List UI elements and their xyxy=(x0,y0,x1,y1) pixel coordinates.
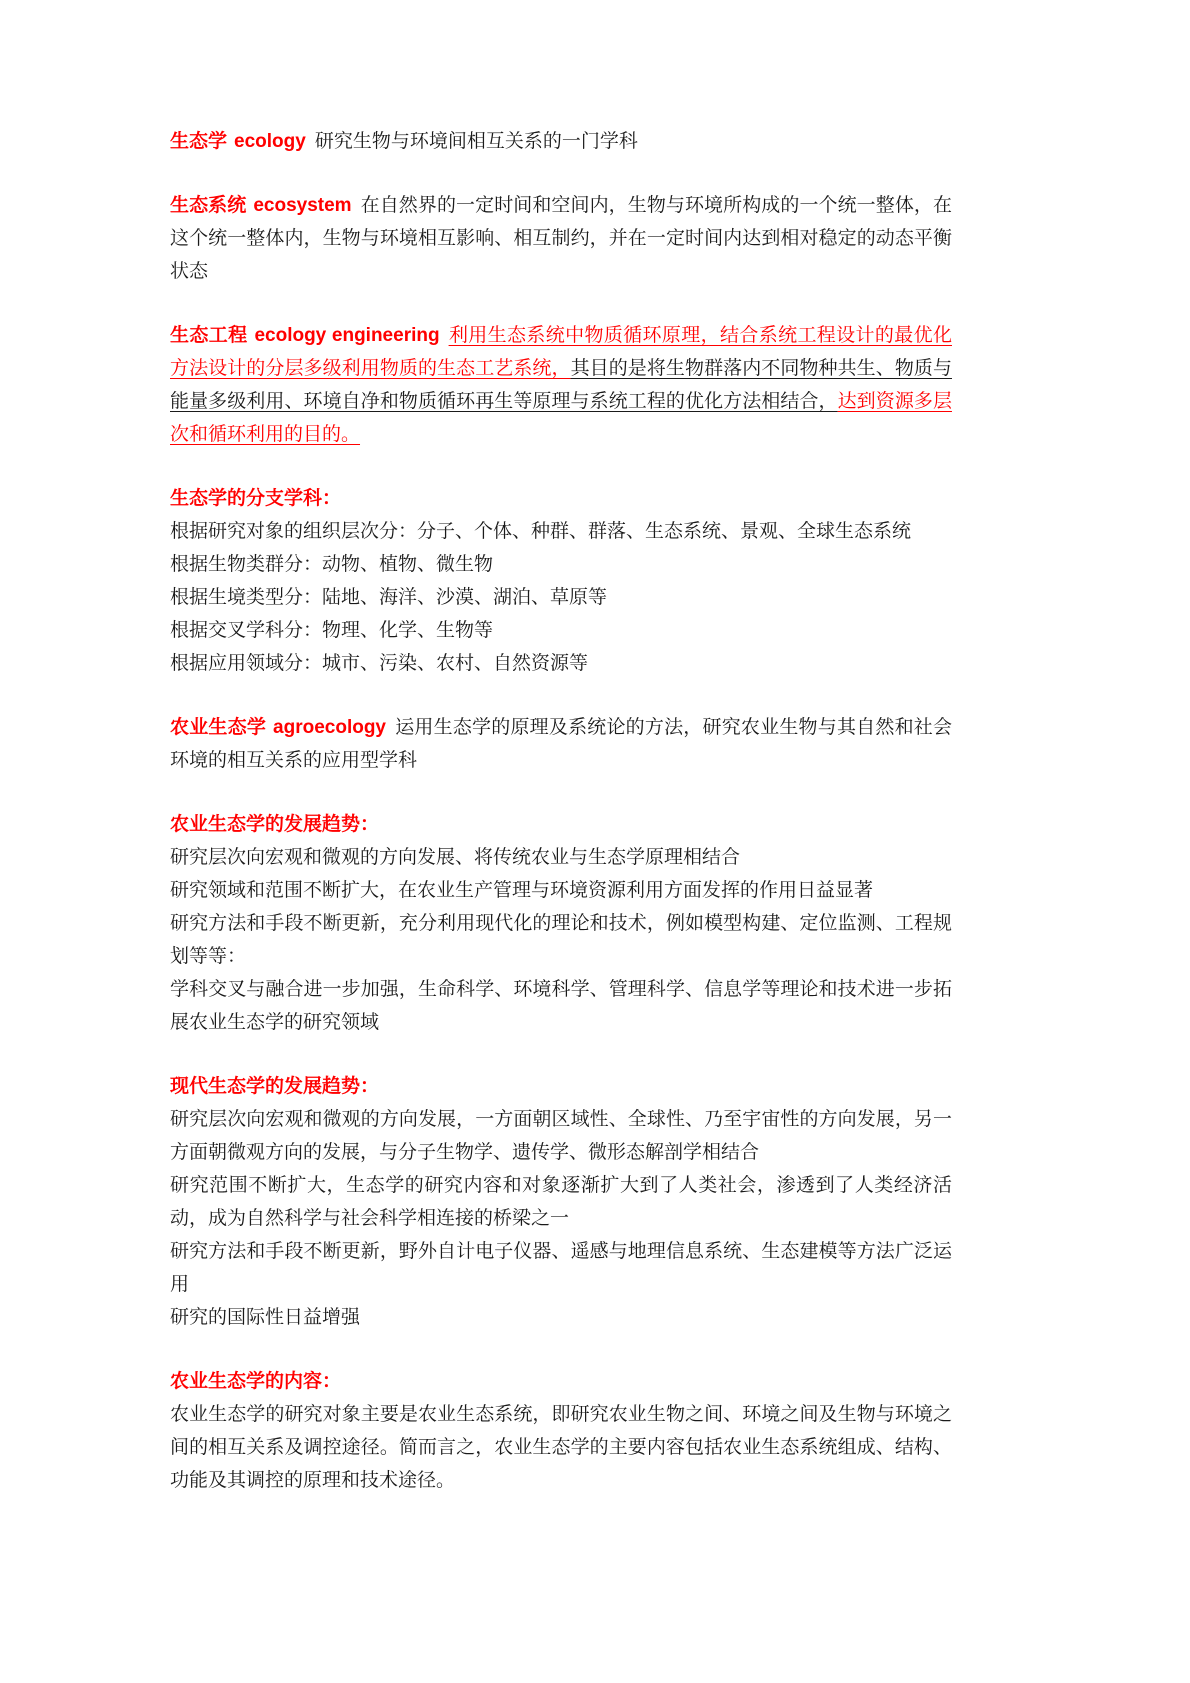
section-heading-modern-trends: 现代生态学的发展趋势： xyxy=(170,1076,380,1097)
definition-ecology-engineering xyxy=(170,319,952,451)
term-en-ecology: ecology xyxy=(234,131,306,152)
term-cn-ecology-engineering: 生态工程 xyxy=(170,325,248,346)
agro-content-body: 农业生态学的研究对象主要是农业生态系统，即研究农业生物之间、环境之间及生物与环境之间的相互关系及调控途径。简而言之，农业生态学的主要内容包括农业生态系统组成、结构、功能及其调控的原理和技术途径。 xyxy=(170,1404,952,1491)
modern-trend-line-3: 研究方法和手段不断更新，野外自计电子仪器、遥感与地理信息系统、生态建模等方法广泛运用 xyxy=(170,1241,952,1295)
modern-trend-line-4: 研究的国际性日益增强 xyxy=(170,1307,361,1328)
section-modern-ecology-trends xyxy=(170,1070,952,1334)
section-heading-agro-trends: 农业生态学的发展趋势： xyxy=(170,814,380,835)
term-cn-ecology: 生态学 xyxy=(170,131,228,152)
definition-text-ecosystem: 在自然界的一定时间和空间内，生物与环境所构成的一个统一整体，在这个统一整体内，生物与环境相互影响、相互制约，并在一定时间内达到相对稳定的动态平衡状态 xyxy=(170,195,952,282)
term-cn-ecosystem: 生态系统 xyxy=(170,195,247,216)
branch-line-application-field: 根据应用领域分：城市、污染、农村、自然资源等 xyxy=(170,653,589,674)
definition-ecology xyxy=(170,125,952,158)
section-agroecology-trends xyxy=(170,808,952,1039)
agro-trend-line-3: 研究方法和手段不断更新，充分利用现代化的理论和技术，例如模型构建、定位监测、工程规划等等： xyxy=(170,913,952,967)
definition-text-black-underlined: 其目的是将生物群落内不同物种共生、物质与能量多级利用、环境自净和物质循环再生等原理与系统工程的优化方法相结合， xyxy=(170,358,952,412)
section-heading-agro-content: 农业生态学的内容： xyxy=(170,1371,342,1392)
agro-trend-line-1: 研究层次向宏观和微观的方向发展、将传统农业与生态学原理相结合 xyxy=(170,847,741,868)
modern-trend-line-2: 研究范围不断扩大，生态学的研究内容和对象逐渐扩大到了人类社会，渗透到了人类经济活动，成为自然科学与社会科学相连接的桥梁之一 xyxy=(170,1175,952,1229)
term-en-ecology-engineering: ecology engineering xyxy=(254,325,440,346)
section-agroecology-content xyxy=(170,1365,952,1497)
branch-line-organism-group: 根据生物类群分：动物、植物、微生物 xyxy=(170,554,494,575)
agro-trend-line-4: 学科交叉与融合进一步加强，生命科学、环境科学、管理科学、信息学等理论和技术进一步拓展农业生态学的研究领域 xyxy=(170,979,952,1033)
definition-text-agroecology: 运用生态学的原理及系统论的方法，研究农业生物与其自然和社会环境的相互关系的应用型学科 xyxy=(170,717,952,771)
branch-line-habitat-type: 根据生境类型分：陆地、海洋、沙漠、湖泊、草原等 xyxy=(170,587,608,608)
branch-line-cross-discipline: 根据交叉学科分：物理、化学、生物等 xyxy=(170,620,494,641)
definition-text-red-underlined-1: 利用生态系统中物质循环原理，结合系统工程设计的最优化方法设计的分层多级利用物质的生态工艺系统， xyxy=(170,325,952,379)
definition-agroecology xyxy=(170,711,952,777)
modern-trend-line-1: 研究层次向宏观和微观的方向发展，一方面朝区域性、全球性、乃至宇宙性的方向发展，另一方面朝微观方向的发展，与分子生物学、遗传学、微形态解剖学相结合 xyxy=(170,1109,952,1163)
section-heading-branches: 生态学的分支学科： xyxy=(170,488,342,509)
term-en-agroecology: agroecology xyxy=(273,717,387,738)
section-ecology-branches xyxy=(170,482,952,680)
branch-line-organization-level: 根据研究对象的组织层次分：分子、个体、种群、群落、生态系统、景观、全球生态系统 xyxy=(170,521,912,542)
term-cn-agroecology: 农业生态学 xyxy=(170,717,267,738)
term-en-ecosystem: ecosystem xyxy=(253,195,352,216)
agro-trend-line-2: 研究领域和范围不断扩大，在农业生产管理与环境资源利用方面发挥的作用日益显著 xyxy=(170,880,874,901)
definition-text-red-underlined-2: 达到资源多层次和循环利用的目的。 xyxy=(170,391,952,445)
definition-ecosystem xyxy=(170,189,952,288)
definition-text-ecology: 研究生物与环境间相互关系的一门学科 xyxy=(314,131,638,152)
